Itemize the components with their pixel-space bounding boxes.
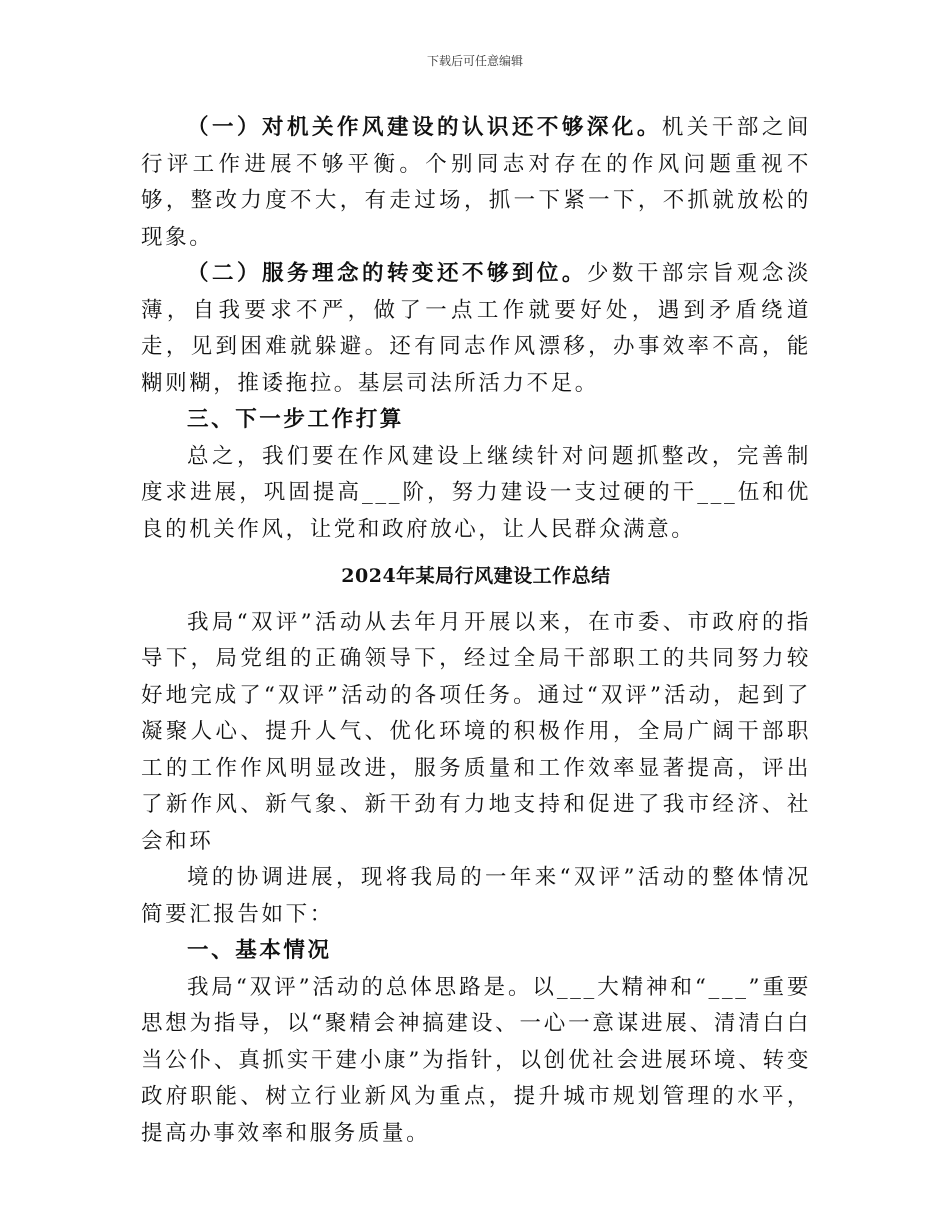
paragraph-service-text: 少数干部宗旨观念淡薄，自我要求不严，做了一点工作就要好处，遇到矛盾绕道走，见到困难就躲避。还有同志作风漂移，办事效率不高，能糊则糊，推诿拖拉。基层司法所活力不足。 bbox=[141, 261, 811, 396]
paragraph-understanding-text: 机关干部之间行评工作进展不够平衡。个别同志对存在的作风问题重视不够，整改力度不大，有走过场，抓一下紧一下，不抓就放松的现象。 bbox=[141, 115, 811, 250]
section-heading-next-steps: 三、下一步工作打算 bbox=[187, 407, 404, 432]
paragraph-intro-continued: 境的协调进展，现将我局的一年来“双评”活动的整体情况简要汇报告如下： bbox=[141, 865, 811, 927]
paragraph-overall-approach: 我局“双评”活动的总体思路是。以___大精神和“___”重要思想为指导，以“聚精会神搞建设、一心一意谋进展、清清白白当公仆、真抓实干建小康”为指针，以创优社会进展环境、转变政府职能、树立行业新风为重点，提升城市规划管理的水平，提高办事效率和服务质量。 bbox=[141, 974, 811, 1146]
page-header: 下载后可任意编辑 bbox=[426, 54, 523, 68]
subheading-service: （二）服务理念的转变还不够到位。 bbox=[187, 261, 587, 286]
paragraph-understanding bbox=[141, 110, 811, 256]
document-body bbox=[141, 110, 811, 1152]
paragraph-service bbox=[141, 256, 811, 402]
paragraph-intro: 我局“双评”活动从去年月开展以来，在市委、市政府的指导下，局党组的正确领导下，经过全局干部职工的共同努力较好地完成了“双评”活动的各项任务。通过“双评”活动，起到了凝聚人心、提升人气、优化环境的积极作用，全局广阔干部职工的工作作风明显改进，服务质量和工作效率显著提高，评出了新作风、新气象、新干劲有力地支持和促进了我市经济、社会和环 bbox=[141, 609, 811, 854]
subheading-understanding: （一）对机关作风建设的认识还不够深化。 bbox=[187, 115, 662, 140]
document-title: 2024年某局行风建设工作总结 bbox=[341, 565, 611, 587]
paragraph-conclusion: 总之，我们要在作风建设上继续针对问题抓整改，完善制度求进展，巩固提高___阶，努力建设一支过硬的干___伍和优良的机关作风，让党和政府放心，让人民群众满意。 bbox=[141, 443, 811, 542]
section-heading-basic-situation: 一、基本情况 bbox=[187, 938, 332, 963]
